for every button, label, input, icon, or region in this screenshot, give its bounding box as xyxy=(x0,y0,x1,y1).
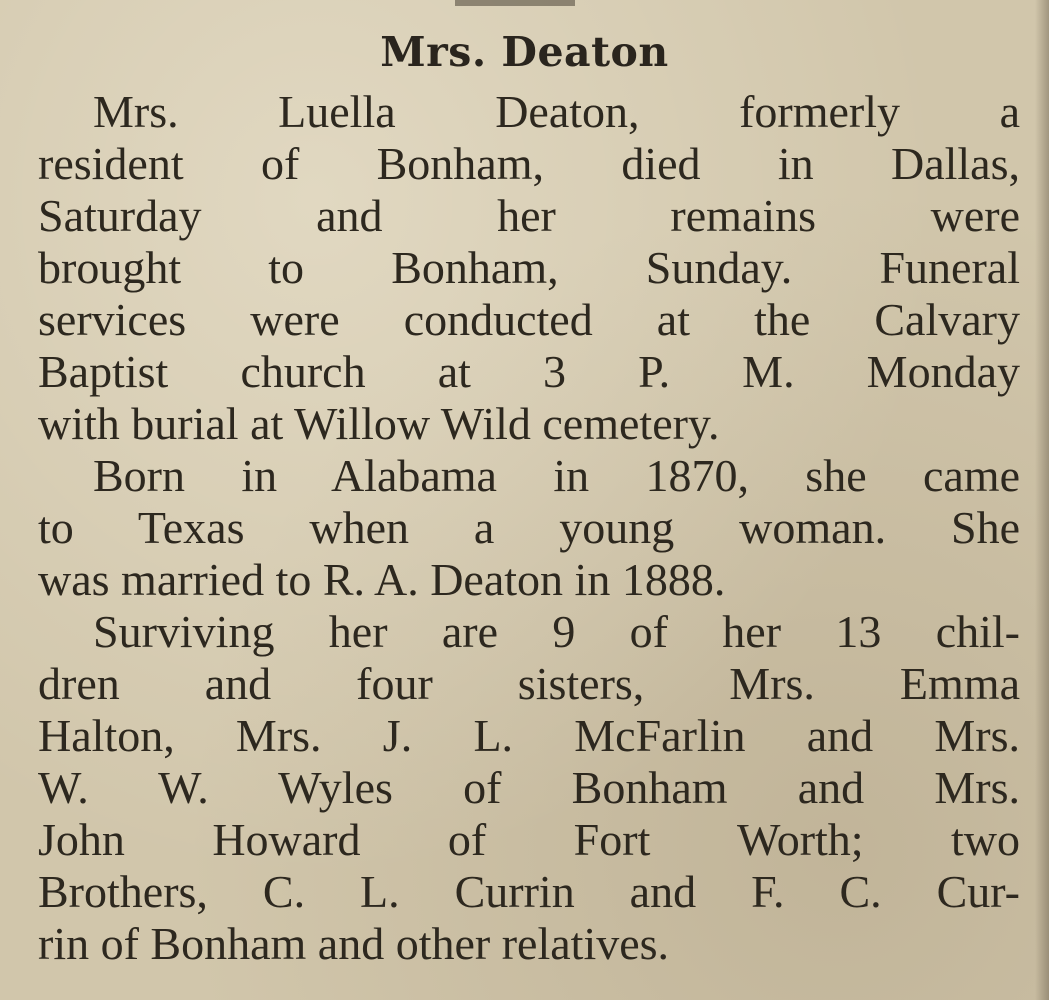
text-line: Halton, Mrs. J. L. McFarlin and Mrs. xyxy=(38,710,1020,761)
page-edge-shadow xyxy=(1035,0,1049,1000)
text-line: rin of Bonham and other relatives. xyxy=(38,918,670,969)
obituary-body xyxy=(38,86,1020,970)
text-line: Surviving her are 9 of her 13 chil- xyxy=(93,606,1020,657)
text-line: to Texas when a young woman. She xyxy=(38,502,1020,553)
text-line: with burial at Willow Wild cemetery. xyxy=(38,398,720,449)
text-line: Brothers, C. L. Currin and F. C. Cur- xyxy=(38,866,1020,917)
text-line: was married to R. A. Deaton in 1888. xyxy=(38,554,726,605)
text-line: resident of Bonham, died in Dallas, xyxy=(38,138,1020,189)
obituary-headline: Mrs. Deaton xyxy=(380,28,669,76)
text-line: brought to Bonham, Sunday. Funeral xyxy=(38,242,1020,293)
text-line: John Howard of Fort Worth; two xyxy=(38,814,1020,865)
text-line: Born in Alabama in 1870, she came xyxy=(93,450,1020,501)
text-line: W. W. Wyles of Bonham and Mrs. xyxy=(38,762,1020,813)
text-line: dren and four sisters, Mrs. Emma xyxy=(38,658,1020,709)
column-rule xyxy=(455,0,575,6)
text-line: Saturday and her remains were xyxy=(38,190,1020,241)
text-line: services were conducted at the Calvary xyxy=(38,294,1020,345)
text-line: Baptist church at 3 P. M. Monday xyxy=(38,346,1020,397)
text-line: Mrs. Luella Deaton, formerly a xyxy=(93,86,1020,137)
